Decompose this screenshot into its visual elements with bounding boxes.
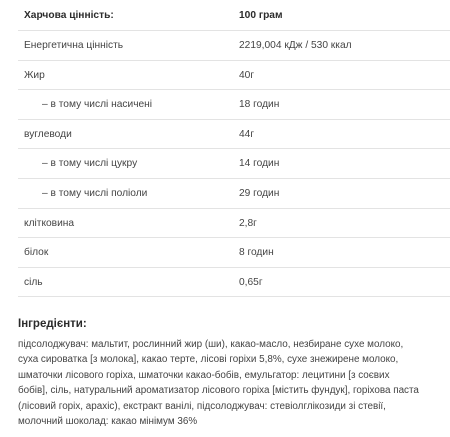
nutrient-name: Жир: [24, 69, 45, 81]
nutrition-header-label: Харчова цінність:: [24, 10, 114, 21]
nutrition-row-protein: [18, 238, 450, 268]
nutrient-value: 0,65г: [239, 276, 263, 288]
ingredients-line: (лісовий горіх, арахіс), екстракт ванілі, підсолоджувач: стевіолглікозиди зі стевії,: [18, 400, 386, 412]
nutrition-row-fiber: [18, 209, 450, 239]
nutrient-value: 8 годин: [239, 247, 274, 259]
nutrient-value: 2219,004 кДж / 530 ккал: [239, 40, 352, 51]
nutrient-name: – в тому числі цукру: [42, 158, 138, 170]
nutrient-name: білок: [24, 247, 49, 259]
ingredients-line: шматочки лісового горіха, шматочки какао-бобів, емульгатор: лецитини [з соєвих: [18, 369, 390, 381]
ingredients-line: суха сироватка [з молока], какао терте, лісові горіхи 5,8%, сухе знежирене молоко,: [18, 354, 399, 366]
nutrition-table: [18, 0, 450, 297]
nutrient-value: 18 годин: [239, 99, 280, 111]
nutrition-row-carbs: [18, 120, 450, 150]
nutrition-row-sugar: [18, 149, 450, 179]
nutrient-name: Енергетична цінність: [24, 40, 124, 51]
nutrient-value: 29 годин: [239, 187, 280, 199]
ingredients-title: Інгредієнти:: [18, 318, 87, 330]
nutrition-row-fat: [18, 61, 450, 91]
nutrient-name: – в тому числі насичені: [42, 99, 153, 111]
nutrient-name: вуглеводи: [24, 128, 72, 140]
nutrition-header-amount: 100 грам: [239, 10, 283, 21]
nutrient-value: 2,8г: [239, 217, 257, 229]
nutrition-header-row: [18, 0, 450, 31]
nutrient-value: 40г: [239, 69, 255, 81]
nutrition-row-polyols: [18, 179, 450, 209]
ingredients-text: [18, 337, 448, 429]
nutrition-row-energy: [18, 31, 450, 61]
nutrient-name: клітковина: [24, 217, 75, 229]
ingredients-line: підсолоджувач: мальтит, рослинний жир (ши), какао-масло, незбиране сухе молоко,: [18, 339, 404, 350]
nutrient-value: 44г: [239, 128, 255, 140]
nutrient-name: сіль: [24, 276, 43, 288]
ingredients-line: молочний шоколад: какао мінімум 36%: [18, 416, 198, 428]
nutrition-row-salt: [18, 268, 450, 298]
nutrient-value: 14 годин: [239, 158, 280, 170]
nutrient-name: – в тому числі поліоли: [42, 187, 148, 199]
nutrition-row-saturated: [18, 90, 450, 120]
ingredients-line: бобів], сіль, натуральний ароматизатор лісового горіха [містить фундук], горіхова паста: [18, 385, 419, 397]
